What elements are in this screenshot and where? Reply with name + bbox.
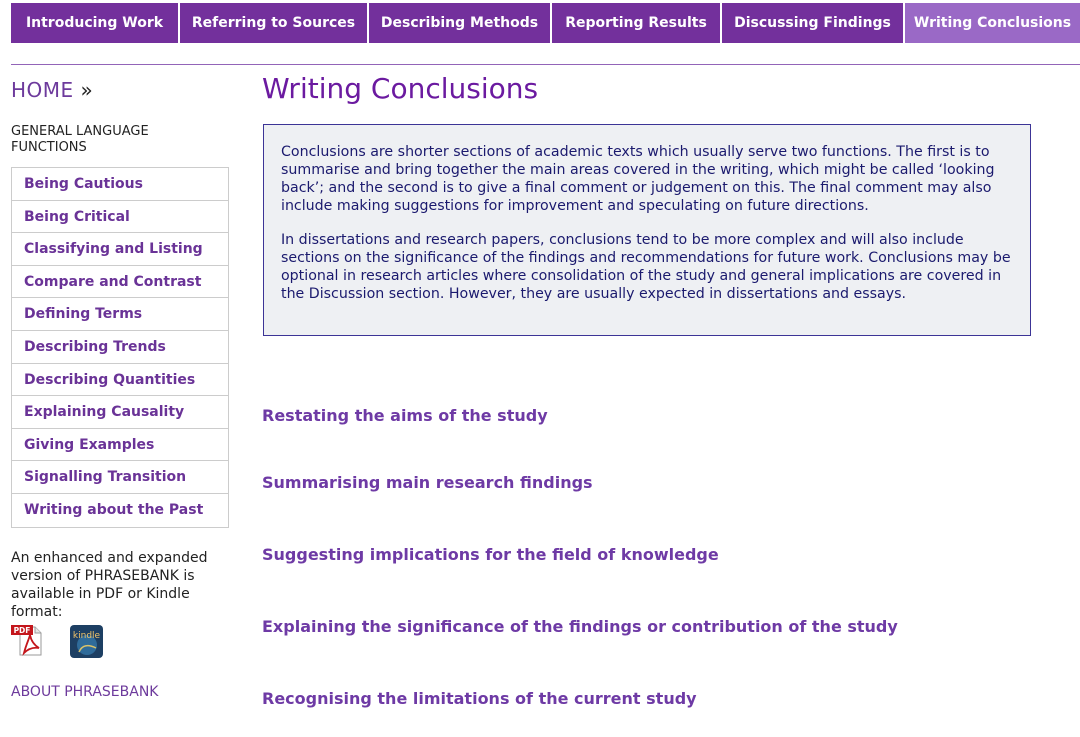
sidebar-item-giving-examples[interactable]: Giving Examples [12, 429, 228, 462]
page-title: Writing Conclusions [262, 72, 539, 105]
section-link-explaining-significance[interactable]: Explaining the significance of the findings or contribution of the study [262, 617, 898, 636]
tab-introducing-work[interactable]: Introducing Work [11, 3, 180, 43]
sidebar-section-label: GENERAL LANGUAGE FUNCTIONS [11, 124, 149, 155]
intro-paragraph-2: In dissertations and research papers, conclusions tend to be more complex and will also include sections on the significance of the findings and recommendations for future work. Conclusions may be optional in research articles where consolidation of the study and general implications are covered in the Discussion section. However, they are usually expected in dissertations and essays. [281, 232, 1011, 302]
sidebar-item-compare-and-contrast[interactable]: Compare and Contrast [12, 266, 228, 299]
tab-describing-methods[interactable]: Describing Methods [369, 3, 552, 43]
kindle-download-icon[interactable] [70, 625, 103, 658]
header-divider [11, 64, 1080, 65]
home-link[interactable]: HOME [11, 78, 74, 102]
sidebar-item-describing-trends[interactable]: Describing Trends [12, 331, 228, 364]
enhanced-version-note: An enhanced and expanded version of PHRASEBANK is available in PDF or Kindle format: [11, 550, 208, 620]
about-phrasebank-link[interactable]: ABOUT PHRASEBANK [11, 684, 159, 700]
tab-referring-to-sources[interactable]: Referring to Sources [180, 3, 369, 43]
top-navigation [11, 3, 1080, 43]
sidebar-item-writing-about-the-past[interactable]: Writing about the Past [24, 501, 204, 518]
tab-reporting-results[interactable]: Reporting Results [552, 3, 722, 43]
breadcrumb-separator: » [80, 78, 94, 102]
sidebar-item-signalling-transition[interactable]: Signalling Transition [12, 461, 228, 494]
pdf-download-icon[interactable] [11, 623, 45, 657]
sidebar-item-being-critical[interactable]: Being Critical [12, 201, 228, 234]
sidebar-menu [11, 167, 229, 528]
sidebar-item-explaining-causality[interactable]: Explaining Causality [12, 396, 228, 429]
tab-discussing-findings[interactable]: Discussing Findings [722, 3, 905, 43]
sidebar-item-defining-terms[interactable]: Defining Terms [12, 298, 228, 331]
kindle-badge-label: kindle [72, 631, 101, 641]
pdf-badge-label: PDF [13, 626, 31, 635]
sidebar-item-describing-quantities[interactable]: Describing Quantities [12, 364, 228, 397]
section-link-restating-aims[interactable]: Restating the aims of the study [262, 406, 548, 425]
sidebar-item-being-cautious[interactable]: Being Cautious [12, 168, 228, 201]
sidebar-item-classifying-and-listing[interactable]: Classifying and Listing [12, 233, 228, 266]
intro-paragraph-1: Conclusions are shorter sections of academic texts which usually serve two functions. The first is to summarise and bring together the main areas covered in the writing, which might be called ‘looking back’; and the second is to give a final comment or judgement on this. The final comment may also include making suggestions for improvement and speculating on future directions. [281, 144, 995, 214]
breadcrumb [11, 78, 93, 102]
section-link-summarising-findings[interactable]: Summarising main research findings [262, 473, 593, 492]
tab-writing-conclusions[interactable]: Writing Conclusions [905, 3, 1080, 43]
section-link-suggesting-implications[interactable]: Suggesting implications for the field of knowledge [262, 545, 719, 564]
section-link-recognising-limitations[interactable]: Recognising the limitations of the current study [262, 689, 697, 708]
intro-box [263, 124, 1031, 336]
